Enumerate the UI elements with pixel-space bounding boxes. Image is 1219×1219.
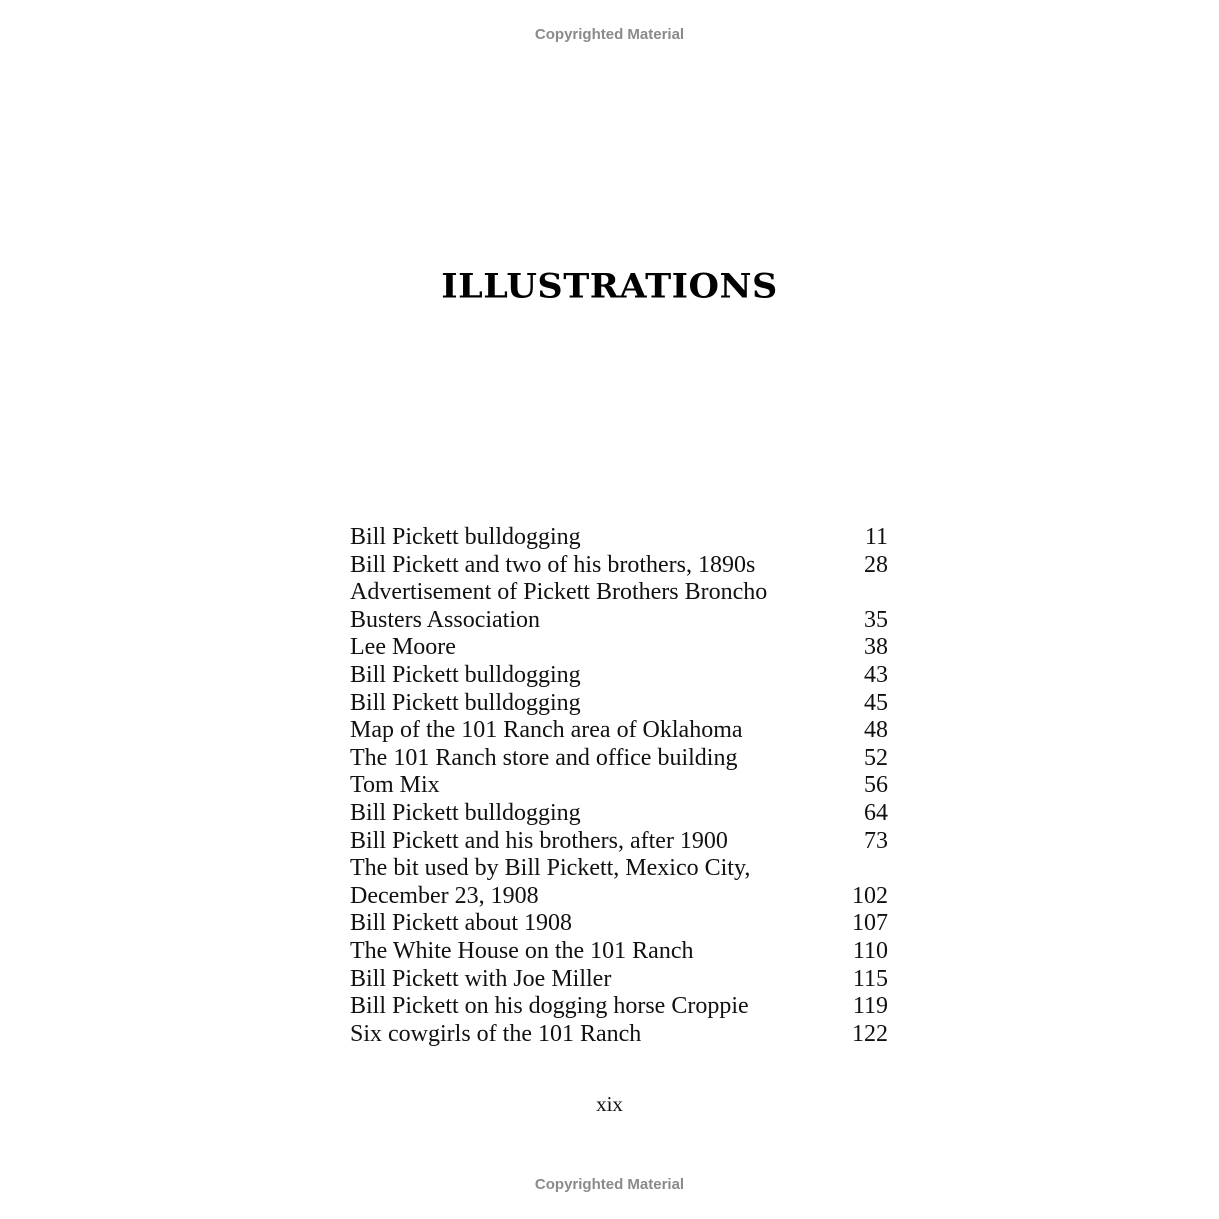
illustration-page-number: 119 — [852, 993, 888, 1020]
list-item — [350, 690, 888, 718]
illustration-caption: Bill Pickett on his dogging horse Croppie — [350, 993, 749, 1020]
illustration-page-number: 28 — [864, 551, 888, 578]
illustration-caption: Bill Pickett and his brothers, after 1900 — [350, 827, 728, 854]
list-item — [350, 662, 888, 690]
illustration-caption: Busters Association — [350, 606, 540, 633]
list-item — [350, 800, 888, 828]
illustration-page-number: 107 — [852, 910, 888, 937]
list-item — [350, 552, 888, 580]
illustration-caption: Six cowgirls of the 101 Ranch — [350, 1020, 642, 1047]
list-item — [350, 883, 888, 911]
illustration-caption: Tom Mix — [350, 772, 440, 799]
illustration-page-number: 64 — [864, 799, 888, 826]
list-item — [350, 855, 888, 883]
illustration-caption: Bill Pickett with Joe Miller — [350, 965, 612, 992]
list-item — [350, 634, 888, 662]
list-item — [350, 772, 888, 800]
copyright-notice-top: Copyrighted Material — [534, 26, 685, 43]
illustration-caption: The 101 Ranch store and office building — [350, 744, 738, 771]
illustration-caption: Lee Moore — [350, 634, 456, 661]
illustration-page-number: 45 — [864, 689, 888, 716]
list-item — [350, 579, 888, 607]
list-item — [350, 993, 888, 1021]
illustration-caption: December 23, 1908 — [350, 882, 539, 909]
illustration-page-number: 115 — [852, 965, 888, 992]
illustration-page-number: 35 — [864, 606, 888, 633]
illustration-caption: Advertisement of Pickett Brothers Broncho — [350, 579, 768, 606]
illustration-page-number: 110 — [852, 937, 888, 964]
illustration-caption: Bill Pickett about 1908 — [350, 910, 572, 937]
list-item — [350, 966, 888, 994]
list-item — [350, 828, 888, 856]
illustration-caption: Map of the 101 Ranch area of Oklahoma — [350, 717, 743, 744]
list-item — [350, 524, 888, 552]
page-title: ILLUSTRATIONS — [441, 267, 778, 306]
illustration-caption: The bit used by Bill Pickett, Mexico City, — [350, 855, 751, 882]
illustration-page-number: 122 — [852, 1020, 888, 1047]
illustration-caption: Bill Pickett and two of his brothers, 1890s — [350, 551, 756, 578]
list-item — [350, 1021, 888, 1049]
illustration-caption: Bill Pickett bulldogging — [350, 689, 581, 716]
list-item — [350, 607, 888, 635]
illustration-page-number: 52 — [864, 744, 888, 771]
illustration-list — [350, 524, 888, 1048]
list-item — [350, 910, 888, 938]
illustration-page-number: 11 — [864, 524, 888, 550]
illustration-page-number: 73 — [864, 827, 888, 854]
illustration-page-number: 38 — [864, 634, 888, 661]
copyright-notice-bottom: Copyrighted Material — [534, 1176, 685, 1193]
page-folio: xix — [596, 1092, 623, 1116]
list-item — [350, 938, 888, 966]
illustration-caption: Bill Pickett bulldogging — [350, 661, 581, 688]
illustration-caption: Bill Pickett bulldogging — [350, 799, 581, 826]
list-item — [350, 745, 888, 773]
illustration-page-number: 48 — [864, 717, 888, 744]
illustration-page-number: 56 — [864, 772, 888, 799]
illustration-caption: Bill Pickett bulldogging — [350, 524, 581, 550]
list-item — [350, 717, 888, 745]
illustration-caption: The White House on the 101 Ranch — [350, 937, 694, 964]
illustration-page-number: 102 — [852, 882, 888, 909]
illustration-page-number: 43 — [864, 661, 888, 688]
